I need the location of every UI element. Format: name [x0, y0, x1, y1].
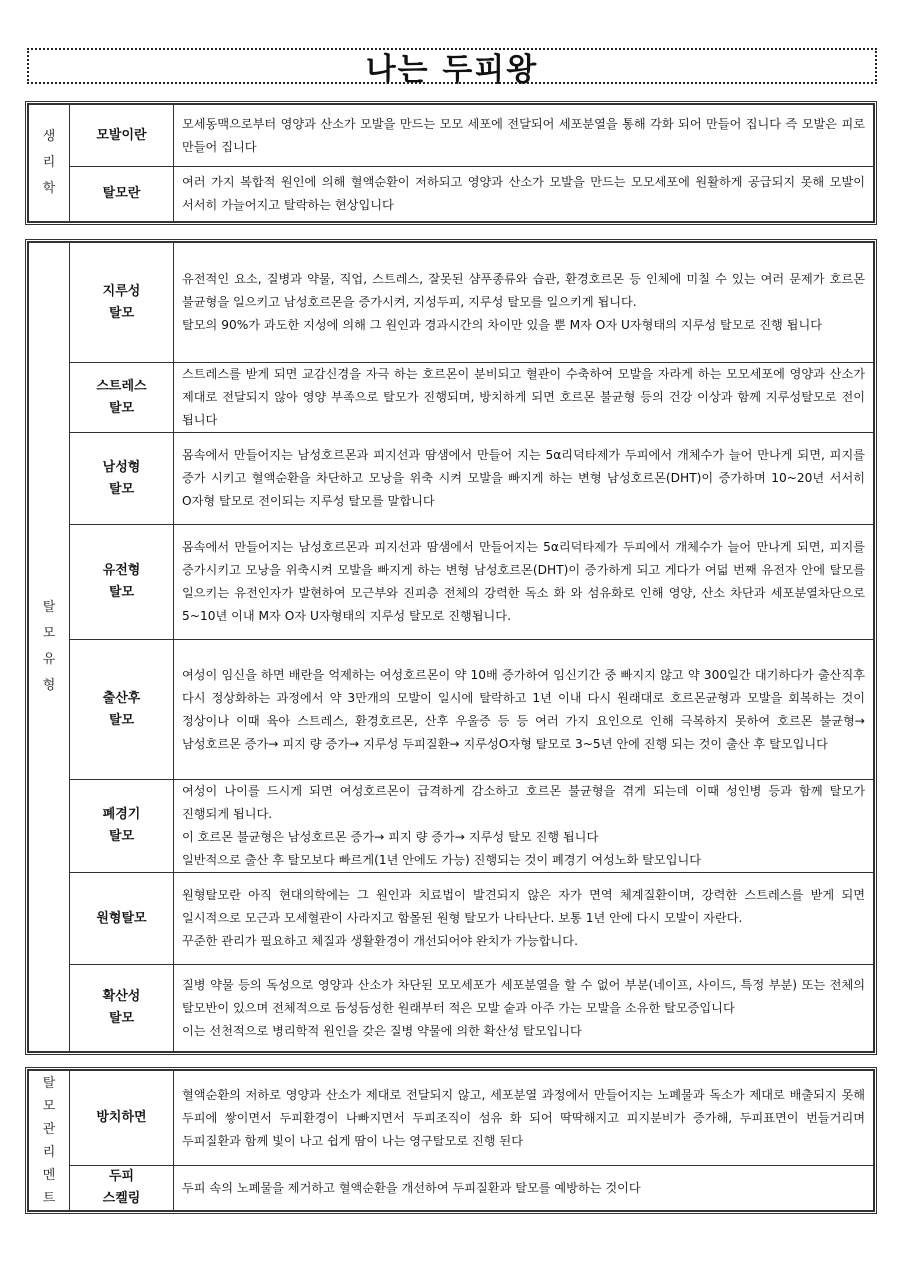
row-text: 스트레스를 받게 되면 교감신경을 자극 하는 호르몬이 분비되고 혈관이 수축하여 모발을 자라게 하는 모모세포에 영양과 산소가 제대로 전달되지 않아 영양 부족으로 탈모가 진행되며, 방치하게 되면 호르몬 불균형 등의 건강 이상과 함께 지루성탈모로 전이 됩니다 — [174, 363, 874, 433]
row-label: 방치하면 — [70, 1071, 174, 1166]
row-text: 유전적인 요소, 질병과 약물, 직업, 스트레스, 잘못된 샴푸종류와 습관, 환경호르몬 등 인체에 미칠 수 있는 여러 문제가 호르몬 불균형을 일으키고 남성호르몬을 증가시켜, 지성두피, 지루성 탈모를 일으키게 됩니다. 탈모의 90%가 과도한 지성에 의해 그 원인과 경과시간의 차이만 있을 뿐 M자 O자 U자형태의 지루성 탈모로 진행 됩니다 — [174, 243, 874, 363]
row-text: 여성이 임신을 하면 배란을 억제하는 여성호르몬이 약 10배 증가하여 임신기간 중 빠지지 않고 약 300일간 대기하다가 출산직후 다시 정상화하는 과정에서 약 3만개의 모발이 일시에 탈락하고 1년 이내 다시 원래대로 호르몬균형과 모발을 회복하는 것이 정상이나 이때 육아 스트레스, 환경호르몬, 산후 우울증 등 등 여러 가지 요인으로 인해 극복하지 못하여 호르몬 불균형→ 남성호르몬 증가→ 피지 량 증가→ 지루성 두피질환→ 지루성O자형 탈모로 3~5년 안에 진행 되는 것이 출산 후 탈모입니다 — [174, 640, 874, 780]
row-label: 확산성 탈모 — [70, 965, 174, 1052]
row-text: 몸속에서 만들어지는 남성호르몬과 피지선과 땀샘에서 만들어지는 5α리덕타제가 두피에서 개체수가 늘어 만나게 되면, 피지를 증가시키고 모낭을 위축시켜 모발을 빠지게 하는 변형 남성호르몬(DHT)이 증가하게 되고 게다가 여덟 번째 유전자 안에 탈모를 일으키는 유전인자가 발현하여 모근부와 진피층 전체의 강력한 독소 화 와 섬유화로 인해 영양, 산소 차단과 세포분열차단으로 5~10년 이내 M자 O자 U자형태의 지루성 탈모로 진행됩니다. — [174, 525, 874, 640]
row-label: 모발이란 — [70, 105, 174, 167]
row-text: 여러 가지 복합적 원인에 의해 혈액순환이 저하되고 영양과 산소가 모발을 만드는 모모세포에 원활하게 공급되지 못해 모발이 서서히 가늘어지고 탈락하는 현상입니다 — [174, 167, 874, 222]
row-label: 폐경기 탈모 — [70, 780, 174, 873]
row-label: 유전형 탈모 — [70, 525, 174, 640]
physiology-category: 생 리 학 — [29, 105, 70, 222]
types-section — [25, 239, 877, 1055]
row-text: 모세동맥으로부터 영양과 산소가 모발을 만드는 모모 세포에 전달되어 세포분열을 통해 각화 되어 만들어 집니다 즉 모발은 피로 만들어 집니다 — [174, 105, 874, 167]
row-label: 두피 스켈링 — [70, 1166, 174, 1211]
page-title: 나는 두피왕 — [365, 51, 539, 88]
row-text: 질병 약물 등의 독성으로 영양과 산소가 차단된 모모세포가 세포분열을 할 수 없어 부분(네이프, 사이드, 특정 부분) 또는 전체의 탈모반이 있으며 전체적으로 듬성듬성한 원래부터 적은 모발 숱과 아주 가는 모발을 소유한 탈모증입니다 이는 선천적으로 병리학적 원인을 갖은 질병 약물에 의한 확산성 탈모입니다 — [174, 965, 874, 1052]
management-category: 탈 모 관 리 멘 트 — [29, 1071, 70, 1211]
row-label: 원형탈모 — [70, 873, 174, 965]
types-category: 탈 모 유 형 — [29, 243, 70, 1052]
title-box — [27, 48, 877, 88]
row-label: 스트레스 탈모 — [70, 363, 174, 433]
management-section — [25, 1067, 877, 1214]
row-text: 여성이 나이를 드시게 되면 여성호르몬이 급격하게 감소하고 호르몬 불균형을 겪게 되는데 이때 성인병 등과 함께 탈모가 진행되게 됩니다. 이 호르몬 불균형은 남성호르몬 증가→ 피지 량 증가→ 지루성 탈모 진행 됩니다 일반적으로 출산 후 탈모보다 빠르게(1년 안에도 가능) 진행되는 것이 폐경기 여성노화 탈모입니다 — [174, 780, 874, 873]
row-text: 두피 속의 노폐물을 제거하고 혈액순환을 개선하여 두피질환과 탈모를 예방하는 것이다 — [174, 1166, 874, 1211]
row-label: 탈모란 — [70, 167, 174, 222]
physiology-section — [25, 101, 877, 225]
row-text: 혈액순환의 저하로 영양과 산소가 제대로 전달되지 않고, 세포분열 과정에서 만들어지는 노폐물과 독소가 제대로 배출되지 못해 두피에 쌓이면서 두피환경이 나빠지면서 두피조직이 섬유 화 되어 딱딱해지고 피지분비가 증가해, 두피표면이 번들거리며 두피질환과 함께 빛이 나고 쉽게 땀이 나는 영구탈모로 진행 된다 — [174, 1071, 874, 1166]
row-text: 몸속에서 만들어지는 남성호르몬과 피지선과 땀샘에서 만들어 지는 5α리덕타제가 두피에서 개체수가 늘어 만나게 되면, 피지를 증가 시키고 혈액순환을 차단하고 모낭을 위축 시켜 모발을 빠지게 하는 변형 남성호르몬(DHT)이 증가하며 10~20년 서서히 O자형 탈모로 전이되는 지루성 탈모를 말합니다 — [174, 433, 874, 525]
row-label: 출산후 탈모 — [70, 640, 174, 780]
row-text: 원형탈모란 아직 현대의학에는 그 원인과 치료법이 발견되지 않은 자가 면역 체계질환이며, 강력한 스트레스를 받게 되면 일시적으로 모근과 모세혈관이 사라지고 함몰된 원형 탈모가 나타난다. 보통 1년 안에 다시 모발이 자란다. 꾸준한 관리가 필요하고 체질과 생활환경이 개선되어야 완치가 가능합니다. — [174, 873, 874, 965]
row-label: 남성형 탈모 — [70, 433, 174, 525]
row-label: 지루성 탈모 — [70, 243, 174, 363]
